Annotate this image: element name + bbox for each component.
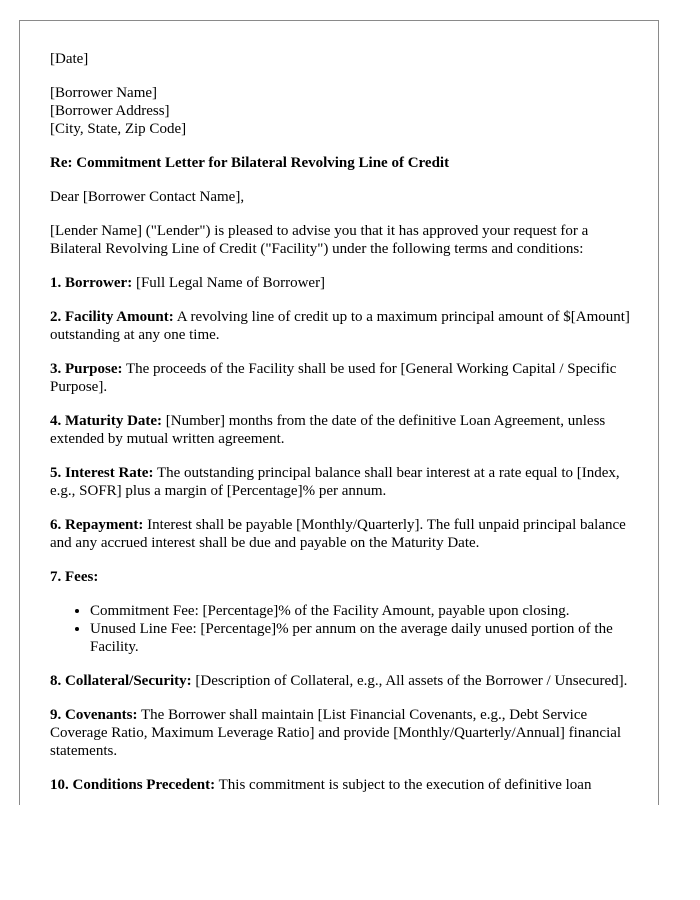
term-purpose [50, 360, 640, 396]
term-text: A revolving line of credit up to a maximum principal amount of $[Amount] outstanding at any one time. [50, 309, 630, 343]
term-label: 3. Purpose: [50, 361, 123, 377]
term-label: 6. Repayment: [50, 517, 144, 533]
term-label: 7. Fees: [50, 569, 99, 585]
fees-list [50, 602, 640, 656]
term-text: The Borrower shall maintain [List Financial Covenants, e.g., Debt Service Coverage Ratio, Maximum Leverage Ratio] and provide [Monthly/Quarterly/Annual] financial statements. [50, 707, 622, 759]
term-label: 10. Conditions Precedent: [50, 777, 216, 793]
term-label: 8. Collateral/Security: [50, 673, 192, 689]
term-text: The outstanding principal balance shall bear interest at a rate equal to [Index, e.g., SOFR] plus a margin of [Percentage]% per annum. [50, 465, 620, 499]
recipient-city-state-zip: [City, State, Zip Code] [50, 121, 187, 137]
fee-item-commitment: • Commitment Fee: [Percentage]% of the Facility Amount, payable upon closing. [90, 602, 640, 620]
term-borrower [50, 274, 640, 292]
term-label: 5. Interest Rate: [50, 465, 154, 481]
term-text: This commitment is subject to the execution of definitive loan [218, 777, 592, 793]
term-text: [Number] months from the date of the definitive Loan Agreement, unless extended by mutual written agreement. [50, 413, 606, 447]
term-label: 2. Facility Amount: [50, 309, 174, 325]
letter-page [19, 20, 659, 805]
term-text: [Description of Collateral, e.g., All assets of the Borrower / Unsecured]. [195, 673, 628, 689]
term-label: 4. Maturity Date: [50, 413, 163, 429]
recipient-block [50, 84, 640, 138]
term-text: The proceeds of the Facility shall be used for [General Working Capital / Specific Purpose]. [50, 361, 617, 395]
term-interest-rate [50, 464, 640, 500]
term-fees [50, 568, 640, 586]
letter-intro: [Lender Name] ("Lender") is pleased to advise you that it has approved your request for a Bilateral Revolving Line of Credit ("Facility") under the following terms and conditions: [50, 223, 589, 257]
term-text: Interest shall be payable [Monthly/Quarterly]. The full unpaid principal balance and any accrued interest shall be due and payable on the Maturity Date. [50, 517, 626, 551]
term-collateral-security [50, 672, 640, 690]
term-repayment [50, 516, 640, 552]
letter-subject: Re: Commitment Letter for Bilateral Revolving Line of Credit [50, 155, 450, 171]
recipient-address: [Borrower Address] [50, 103, 170, 119]
term-conditions-precedent [50, 776, 640, 794]
letter-content [50, 50, 640, 805]
term-covenants [50, 706, 640, 760]
recipient-name: [Borrower Name] [50, 85, 158, 101]
term-text: [Full Legal Name of Borrower] [135, 275, 326, 291]
term-maturity-date [50, 412, 640, 448]
letter-date: [Date] [50, 51, 89, 67]
term-label: 9. Covenants: [50, 707, 138, 723]
term-label: 1. Borrower: [50, 275, 133, 291]
term-facility-amount [50, 308, 640, 344]
fee-item-unused-line: • Unused Line Fee: [Percentage]% per annum on the average daily unused portion of the Facility. [90, 620, 640, 656]
letter-salutation: Dear [Borrower Contact Name], [50, 189, 245, 205]
